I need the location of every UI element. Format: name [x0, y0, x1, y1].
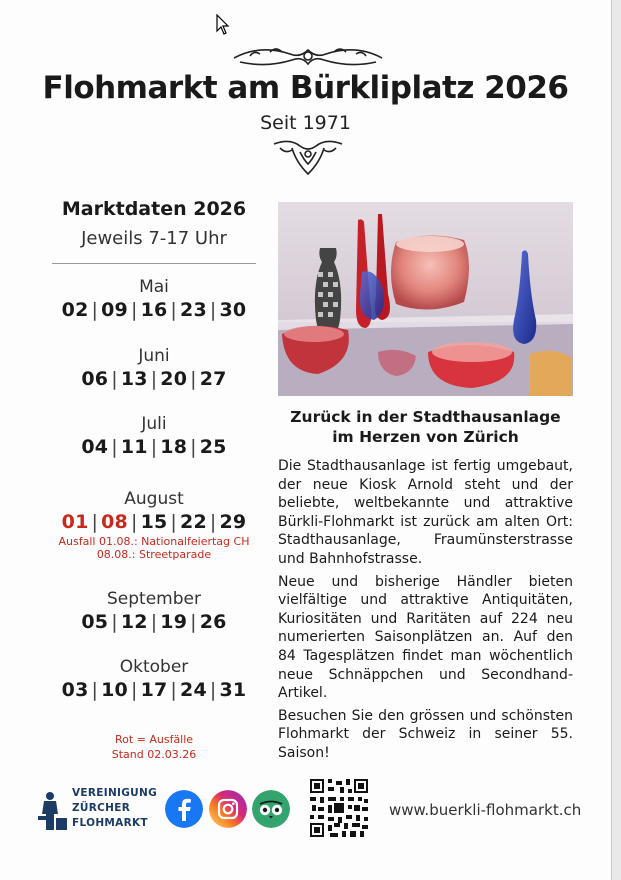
article-paragraph: Neue und bisherige Händler bieten vielfältige und attraktive Antiquitäten, Kuriositäten und Raritäten auf 224 neu numerierten Saisonplätzen an. Auf den 84 Tagesplätzen findet man wöchentlich neue Schnäppchen und Secondhand-Artikel.	[278, 573, 573, 702]
month-days: 04 | 11 | 18 | 25	[81, 436, 227, 458]
month-name: Juni	[138, 346, 170, 366]
instagram-icon[interactable]	[209, 790, 247, 828]
day: 11	[120, 436, 148, 458]
mouse-cursor-icon	[216, 14, 230, 36]
glass-vases-photo	[278, 202, 573, 396]
association-logo	[36, 786, 156, 834]
day: 18	[160, 436, 188, 458]
market-dates-column	[40, 198, 268, 761]
cancellation-note: 08.08.: Streetparade	[96, 548, 212, 561]
facebook-icon[interactable]	[165, 790, 203, 828]
article-paragraph: Besuchen Sie den grössen und schönsten Flohmarkt der Schweiz in seiner 55. Saison!	[278, 707, 573, 761]
day: 30	[219, 299, 247, 321]
month-name: Juli	[141, 414, 167, 434]
qr-code-icon[interactable]	[310, 779, 368, 837]
day: 19	[160, 611, 188, 633]
day: 15	[140, 511, 168, 533]
month-june	[40, 345, 268, 392]
month-days: 01 | 08 | 15 | 22 | 29	[61, 511, 247, 533]
month-july	[40, 413, 268, 460]
ornament-bottom-icon	[270, 136, 346, 180]
flea-market-figure-icon	[36, 790, 68, 832]
legend-line: Stand 02.03.26	[111, 748, 197, 761]
month-name: August	[124, 489, 184, 509]
legend	[40, 732, 268, 762]
day: 04	[81, 436, 109, 458]
month-days: 03 | 10 | 17 | 24 | 31	[61, 679, 247, 701]
page-title: Flohmarkt am Bürkliplatz 2026	[42, 70, 569, 106]
article-paragraph: Die Stadthausanlage ist fertig umgebaut, der neue Kiosk Arnold steht und der beliebte, weltbekannte und attraktive Bürkli-Flohmarkt ist zurück am alten Ort: Stadthausanlage, Fraumünsterstrasse und Bahnhofstrasse.	[278, 458, 573, 567]
day: 12	[120, 611, 148, 633]
day-cancelled: 01	[61, 511, 89, 533]
month-name: Oktober	[119, 657, 189, 677]
dates-hours: Jeweils 7-17 Uhr	[81, 228, 227, 249]
day: 16	[140, 299, 168, 321]
day: 26	[199, 611, 227, 633]
month-name: Mai	[139, 277, 169, 297]
page-subtitle: Seit 1971	[260, 112, 351, 134]
day: 03	[61, 679, 89, 701]
article-body	[278, 457, 573, 767]
month-october	[40, 656, 268, 703]
article-title: Zurück in der Stadthausanlage im Herzen von Zürich	[290, 408, 561, 446]
day: 13	[120, 368, 148, 390]
dates-heading: Marktdaten 2026	[61, 198, 247, 220]
day: 23	[180, 299, 207, 321]
day: 22	[180, 511, 207, 533]
day: 17	[140, 679, 168, 701]
legend-line: Rot = Ausfälle	[114, 733, 194, 746]
ornament-top-icon	[230, 40, 386, 72]
window-edge	[611, 0, 621, 880]
day: 09	[101, 299, 128, 321]
day: 20	[160, 368, 188, 390]
month-name: September	[107, 589, 201, 609]
day: 10	[101, 679, 128, 701]
tripadvisor-icon[interactable]	[252, 790, 290, 828]
day: 25	[199, 436, 227, 458]
day: 27	[199, 368, 227, 390]
month-may	[40, 276, 268, 323]
website-link[interactable]: www.buerkli-flohmarkt.ch	[389, 801, 582, 819]
day: 02	[61, 299, 89, 321]
month-days: 02 | 09 | 16 | 23 | 30	[61, 299, 247, 321]
month-days: 05 | 12 | 19 | 26	[81, 611, 227, 633]
day: 05	[81, 611, 109, 633]
month-august	[40, 488, 268, 561]
day-cancelled: 08	[101, 511, 128, 533]
cancellation-note: Ausfall 01.08.: Nationalfeiertag CH	[58, 535, 250, 548]
logo-text: VEREINIGUNG ZÜRCHER FLOHMARKT	[72, 787, 158, 829]
day: 29	[219, 511, 247, 533]
day: 24	[180, 679, 207, 701]
day: 06	[81, 368, 109, 390]
month-september	[40, 588, 268, 635]
month-days: 06 | 13 | 20 | 27	[81, 368, 227, 390]
day: 31	[219, 679, 247, 701]
divider	[52, 263, 256, 264]
